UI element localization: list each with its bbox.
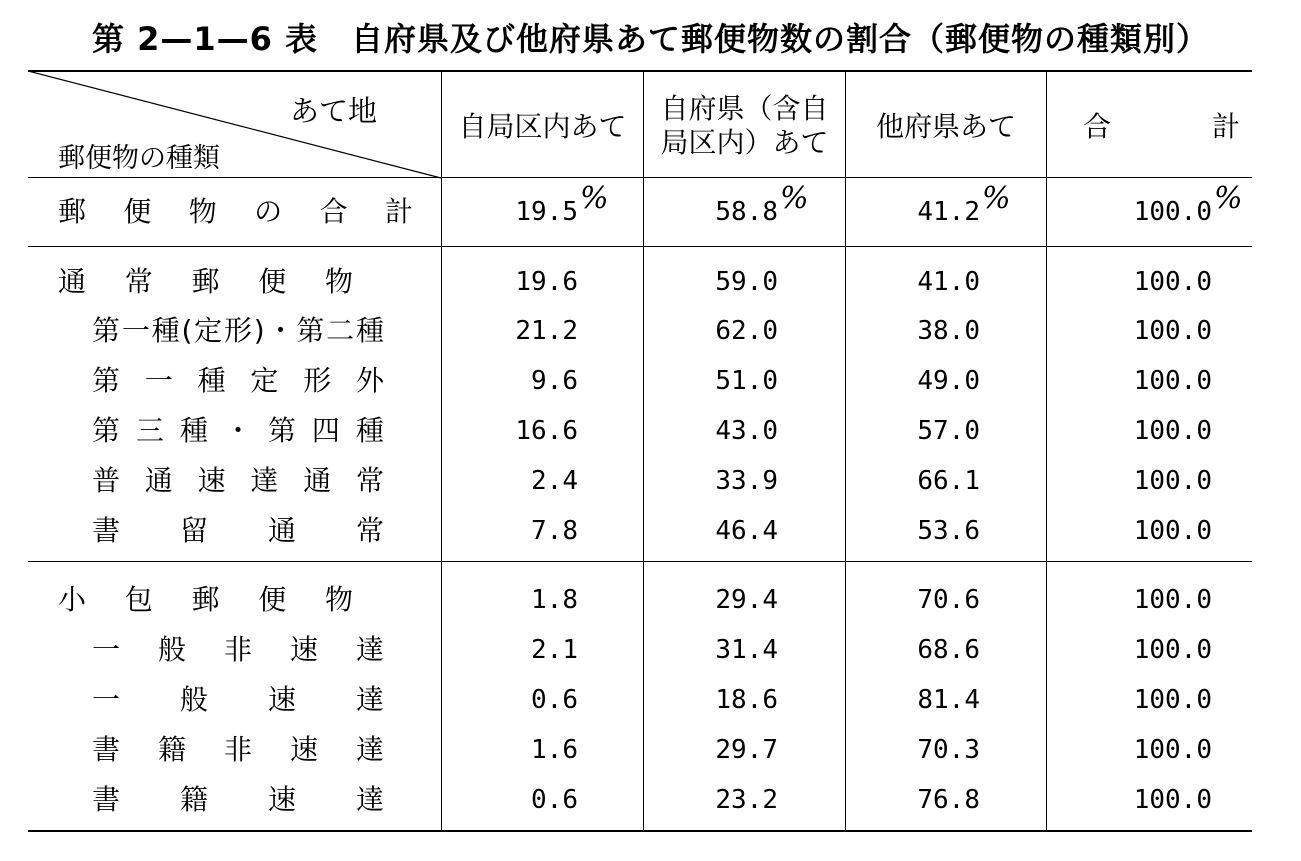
cell-col1: 2.4 [531, 466, 578, 496]
cell-col3: 70.3 [917, 735, 980, 765]
cell-col2: 62.0 [715, 316, 778, 346]
section-rule [28, 561, 1252, 562]
cell-col1: 0.6 [531, 785, 578, 815]
cell-col4: 100.0 [1133, 366, 1212, 396]
row-label-parcel-sub: 書 籍 速 達 [92, 783, 384, 816]
percent-sign: % [982, 181, 1011, 216]
header-col1: 自局区内あて [458, 110, 627, 143]
cell-col1: 1.8 [531, 585, 578, 615]
row-label-ordinary-sub: 書 留 通 常 [92, 514, 384, 547]
percent-sign: % [580, 181, 609, 216]
cell-col3: 41.0 [917, 267, 980, 297]
header-col4-right: 計 [1212, 110, 1241, 143]
row-label-parcel: 小 包 郵 便 物 [58, 583, 353, 616]
cell-col4: 100.0 [1133, 267, 1212, 297]
cell-col3: 38.0 [917, 316, 980, 346]
cell-col3: 41.2 [917, 197, 980, 227]
row-label-total: 郵 便 物 の 合 計 [58, 195, 413, 228]
row-label-ordinary: 通 常 郵 便 物 [58, 265, 353, 298]
header-corner-bottom: 郵便物の種類 [58, 143, 220, 174]
cell-col2: 59.0 [715, 267, 778, 297]
cell-col4: 100.0 [1133, 735, 1212, 765]
header-corner-top: あて地 [290, 94, 378, 128]
cell-col3: 49.0 [917, 366, 980, 396]
cell-col3: 76.8 [917, 785, 980, 815]
row-label-ordinary-sub: 第 一 種 ( 定 形 ) ・ 第 二 種 [92, 314, 384, 347]
cell-col2: 29.4 [715, 585, 778, 615]
cell-col1: 9.6 [531, 366, 578, 396]
cell-col3: 57.0 [917, 416, 980, 446]
cell-col2: 46.4 [715, 516, 778, 546]
cell-col2: 23.2 [715, 785, 778, 815]
header-col2-line1: 自府県（含自 [660, 92, 829, 125]
cell-col4: 100.0 [1133, 466, 1212, 496]
cell-col2: 29.7 [715, 735, 778, 765]
header-col4-left: 合 [1083, 110, 1112, 143]
row-label-ordinary-sub: 第 三 種 ・ 第 四 種 [92, 414, 384, 447]
cell-col1: 21.2 [515, 316, 578, 346]
cell-col1: 0.6 [531, 685, 578, 715]
percent-sign: % [780, 181, 809, 216]
cell-col2: 43.0 [715, 416, 778, 446]
cell-col4: 100.0 [1133, 197, 1212, 227]
row-label-ordinary-sub: 普 通 速 達 通 常 [92, 464, 384, 497]
cell-col4: 100.0 [1133, 585, 1212, 615]
row-label-parcel-sub: 書 籍 非 速 達 [92, 733, 384, 766]
cell-col4: 100.0 [1133, 635, 1212, 665]
cell-col2: 31.4 [715, 635, 778, 665]
bottom-rule [28, 830, 1252, 832]
cell-col1: 7.8 [531, 516, 578, 546]
cell-col4: 100.0 [1133, 685, 1212, 715]
cell-col3: 70.6 [917, 585, 980, 615]
cell-col4: 100.0 [1133, 316, 1212, 346]
header-col3: 他府県あて [875, 110, 1016, 143]
cell-col1: 2.1 [531, 635, 578, 665]
header-col2-line2: 局区内）あて [660, 126, 829, 159]
table-title: 第 2—1—6 表 自府県及び他府県あて郵便物数の割合（郵便物の種類別） [91, 20, 1210, 58]
total-rule [28, 246, 1252, 247]
row-label-parcel-sub: 一 般 速 達 [92, 683, 384, 716]
cell-col1: 1.6 [531, 735, 578, 765]
cell-col4: 100.0 [1133, 416, 1212, 446]
cell-col2: 58.8 [715, 197, 778, 227]
cell-col1: 19.5 [515, 197, 578, 227]
cell-col2: 51.0 [715, 366, 778, 396]
cell-col3: 68.6 [917, 635, 980, 665]
cell-col3: 66.1 [917, 466, 980, 496]
row-label-ordinary-sub: 第 一 種 定 形 外 [92, 364, 384, 397]
cell-col2: 18.6 [715, 685, 778, 715]
cell-col1: 19.6 [515, 267, 578, 297]
cell-col3: 81.4 [917, 685, 980, 715]
row-label-parcel-sub: 一 般 非 速 達 [92, 633, 384, 666]
cell-col2: 33.9 [715, 466, 778, 496]
cell-col1: 16.6 [515, 416, 578, 446]
cell-col3: 53.6 [917, 516, 980, 546]
cell-col4: 100.0 [1133, 785, 1212, 815]
cell-col4: 100.0 [1133, 516, 1212, 546]
percent-sign: % [1214, 181, 1243, 216]
